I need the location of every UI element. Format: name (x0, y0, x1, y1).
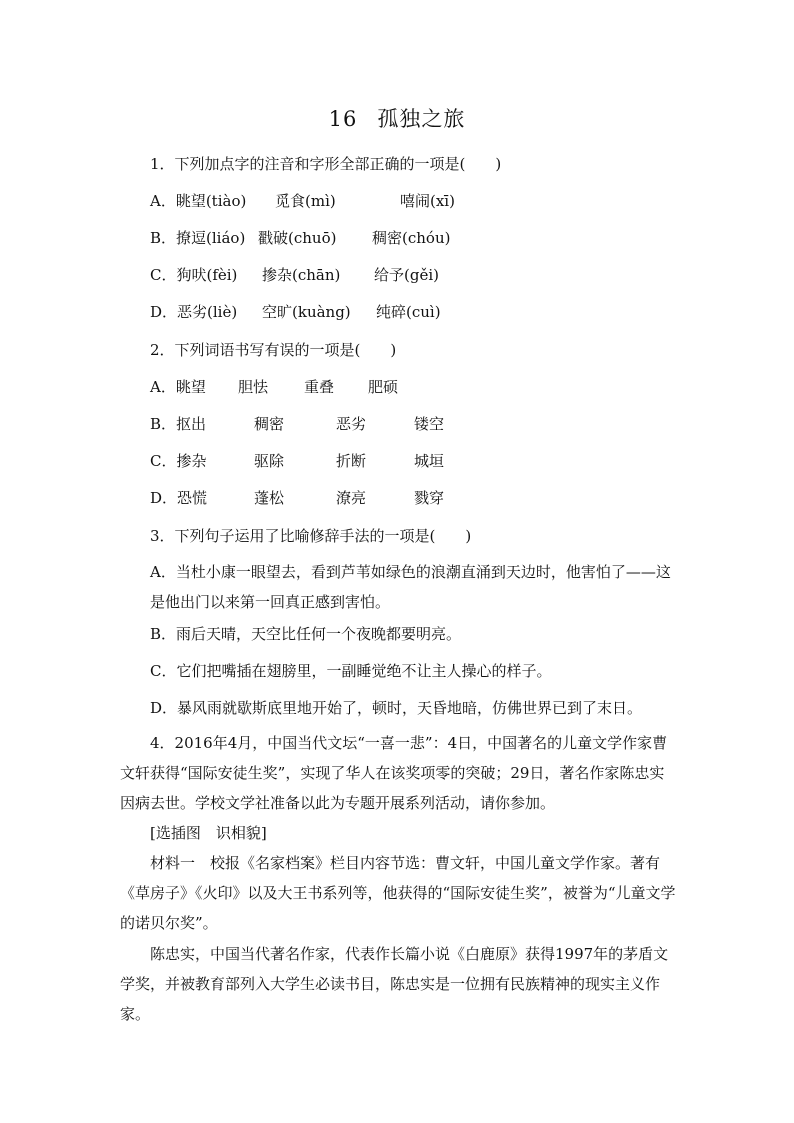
q2-option-c (150, 451, 444, 471)
q1-b-item-1: B．撩逗(liáo) (150, 229, 246, 247)
q1-option-b (150, 228, 450, 248)
q1-c-item-3: 给予(gěi) (374, 266, 439, 284)
q2-d-item-2: 蓬松 (254, 489, 285, 507)
q1-b-item-3: 稠密(chóu) (372, 229, 451, 247)
q3-option-a: A．当杜小康一眼望去，看到芦苇如绿色的浪潮直涌到天边时，他害怕了——这是他出门以来第一回真正感到害怕。 (150, 563, 671, 611)
q1-d-item-3: 纯碎(cuì) (376, 303, 441, 321)
q1-a-item-2: 觅食(mì) (275, 192, 336, 210)
q1-b-item-2: 戳破(chuō) (258, 229, 337, 247)
q1-option-d (150, 302, 441, 322)
q2-b-item-3: 恶劣 (336, 415, 367, 433)
q1-d-item-2: 空旷(kuàng) (262, 303, 351, 321)
q2-c-item-4: 城垣 (414, 452, 445, 470)
q2-option-b (150, 414, 444, 434)
lesson-title: 孤独之旅 (377, 107, 466, 131)
q1-a-item-3: 嘻闹(xī) (400, 192, 455, 210)
q2-option-d (150, 488, 444, 508)
q4-section-heading: [选插图 识相貌] (150, 824, 267, 842)
q3-option-b: B．雨后天晴，天空比任何一个夜晚都要明亮。 (150, 625, 462, 643)
q3-option-d: D．暴风雨就歇斯底里地开始了，顿时，天昏地暗，仿佛世界已到了末日。 (150, 699, 643, 717)
q3-option-c: C．它们把嘴插在翅膀里，一副睡觉绝不让主人操心的样子。 (150, 662, 552, 680)
q2-d-item-4: 戮穿 (414, 489, 445, 507)
lesson-number: 16 (328, 107, 358, 131)
q2-option-a (150, 377, 398, 397)
q2-d-item-1: D．恐慌 (150, 489, 208, 507)
q2-a-item-1: A．眺望 (150, 378, 206, 396)
q2-c-item-1: C．掺杂 (150, 452, 207, 470)
q2-stem: 2．下列词语书写有误的一项是( ) (150, 341, 397, 359)
q4-material-1: 材料一 校报《名家档案》栏目内容节选：曹文轩，中国儿童文学作家。著有《草房子》《火印》以及大王书系列等，他获得的“国际安徒生奖”，被誉为“儿童文学的诺贝尔奖”。 (120, 854, 676, 932)
q4-stem: 4．2016年4月，中国当代文坛“一喜一悲”：4日，中国著名的儿童文学作家曹文轩获得“国际安徒生奖”，实现了华人在该奖项零的突破；29日，著名作家陈忠实因病去世。学校文学社准备以此为专题开展系列活动，请你参加。 (120, 734, 668, 812)
q2-b-item-1: B．抠出 (150, 415, 207, 433)
q4-material-2: 陈忠实，中国当代著名作家，代表作长篇小说《白鹿原》获得1997年的茅盾文学奖，并被教育部列入大学生必读书目，陈忠实是一位拥有民族精神的现实主义作家。 (120, 945, 669, 1023)
q2-b-item-4: 镂空 (414, 415, 445, 433)
q2-a-item-3: 重叠 (304, 378, 335, 396)
q2-b-item-2: 稠密 (254, 415, 285, 433)
q1-a-item-1: A．眺望(tiào) (150, 192, 247, 210)
q2-c-item-3: 折断 (336, 452, 367, 470)
q1-stem: 1．下列加点字的注音和字形全部正确的一项是( ) (150, 155, 502, 173)
q2-d-item-3: 潦亮 (336, 489, 367, 507)
q1-option-c (150, 265, 439, 285)
q1-c-item-2: 掺杂(chān) (262, 266, 341, 284)
q2-c-item-2: 驱除 (254, 452, 285, 470)
q1-d-item-1: D．恶劣(liè) (150, 303, 238, 321)
q3-stem: 3．下列句子运用了比喻修辞手法的一项是( ) (150, 527, 472, 545)
q2-a-item-4: 肥硕 (368, 378, 399, 396)
page-title (0, 103, 794, 133)
q1-option-a (150, 191, 455, 211)
q1-c-item-1: C．狗吠(fèi) (150, 266, 238, 284)
q2-a-item-2: 胆怯 (238, 378, 269, 396)
